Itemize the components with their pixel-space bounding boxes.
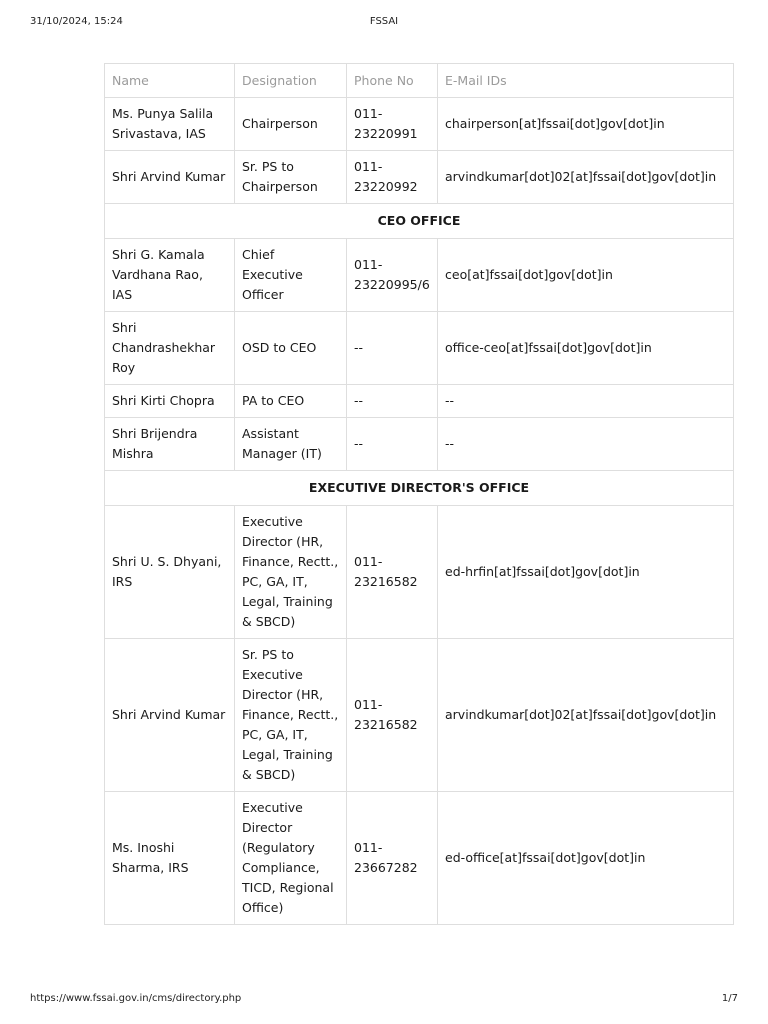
- cell-email: ed-office[at]fssai[dot]gov[dot]in: [438, 792, 734, 925]
- cell-designation: PA to CEO: [235, 385, 347, 418]
- page-url: https://www.fssai.gov.in/cms/directory.php: [30, 993, 242, 1004]
- cell-email: office-ceo[at]fssai[dot]gov[dot]in: [438, 312, 734, 385]
- cell-email: ceo[at]fssai[dot]gov[dot]in: [438, 239, 734, 312]
- cell-name: Shri Brijendra Mishra: [105, 418, 235, 471]
- section-heading: EXECUTIVE DIRECTOR'S OFFICE: [105, 471, 734, 506]
- cell-name: Ms. Punya Salila Srivastava, IAS: [105, 98, 235, 151]
- cell-phone: 011-23220992: [347, 151, 438, 204]
- cell-phone: 011-23220995/6: [347, 239, 438, 312]
- cell-name: Shri Arvind Kumar: [105, 639, 235, 792]
- table-row: [105, 639, 734, 792]
- cell-designation: Chairperson: [235, 98, 347, 151]
- cell-name: Shri Arvind Kumar: [105, 151, 235, 204]
- section-row: [105, 204, 734, 239]
- cell-phone: 011-23220991: [347, 98, 438, 151]
- table-row: [105, 418, 734, 471]
- header-email: E-Mail IDs: [438, 64, 734, 98]
- table-row: [105, 98, 734, 151]
- cell-phone: --: [347, 418, 438, 471]
- cell-designation: Sr. PS to Chairperson: [235, 151, 347, 204]
- cell-name: Shri G. Kamala Vardhana Rao, IAS: [105, 239, 235, 312]
- header-phone: Phone No: [347, 64, 438, 98]
- cell-designation: Executive Director (HR, Finance, Rectt., PC, GA, IT, Legal, Training & SBCD): [235, 506, 347, 639]
- table-body: [105, 98, 734, 925]
- table-row: [105, 506, 734, 639]
- cell-name: Ms. Inoshi Sharma, IRS: [105, 792, 235, 925]
- table-row: [105, 312, 734, 385]
- section-row: [105, 471, 734, 506]
- cell-designation: Chief Executive Officer: [235, 239, 347, 312]
- cell-email: arvindkumar[dot]02[at]fssai[dot]gov[dot]in: [438, 151, 734, 204]
- cell-designation: OSD to CEO: [235, 312, 347, 385]
- cell-name: Shri Chandrashekhar Roy: [105, 312, 235, 385]
- cell-name: Shri U. S. Dhyani, IRS: [105, 506, 235, 639]
- print-datetime: 31/10/2024, 15:24: [30, 16, 123, 27]
- print-title: FSSAI: [369, 16, 399, 27]
- directory-table: [104, 63, 734, 925]
- section-heading: CEO OFFICE: [105, 204, 734, 239]
- cell-designation: Executive Director (Regulatory Compliance, TICD, Regional Office): [235, 792, 347, 925]
- cell-phone: 011-23216582: [347, 639, 438, 792]
- cell-phone: 011-23216582: [347, 506, 438, 639]
- header-name: Name: [105, 64, 235, 98]
- cell-email: --: [438, 385, 734, 418]
- cell-phone: 011-23667282: [347, 792, 438, 925]
- cell-phone: --: [347, 385, 438, 418]
- header-designation: Designation: [235, 64, 347, 98]
- cell-designation: Sr. PS to Executive Director (HR, Finance, Rectt., PC, GA, IT, Legal, Training & SBCD): [235, 639, 347, 792]
- table-header-row: [105, 64, 734, 98]
- cell-email: ed-hrfin[at]fssai[dot]gov[dot]in: [438, 506, 734, 639]
- cell-email: --: [438, 418, 734, 471]
- table-row: [105, 151, 734, 204]
- cell-email: arvindkumar[dot]02[at]fssai[dot]gov[dot]in: [438, 639, 734, 792]
- cell-designation: Assistant Manager (IT): [235, 418, 347, 471]
- table-row: [105, 385, 734, 418]
- cell-email: chairperson[at]fssai[dot]gov[dot]in: [438, 98, 734, 151]
- page-number: 1/7: [721, 993, 738, 1004]
- table-row: [105, 239, 734, 312]
- cell-phone: --: [347, 312, 438, 385]
- cell-name: Shri Kirti Chopra: [105, 385, 235, 418]
- table-row: [105, 792, 734, 925]
